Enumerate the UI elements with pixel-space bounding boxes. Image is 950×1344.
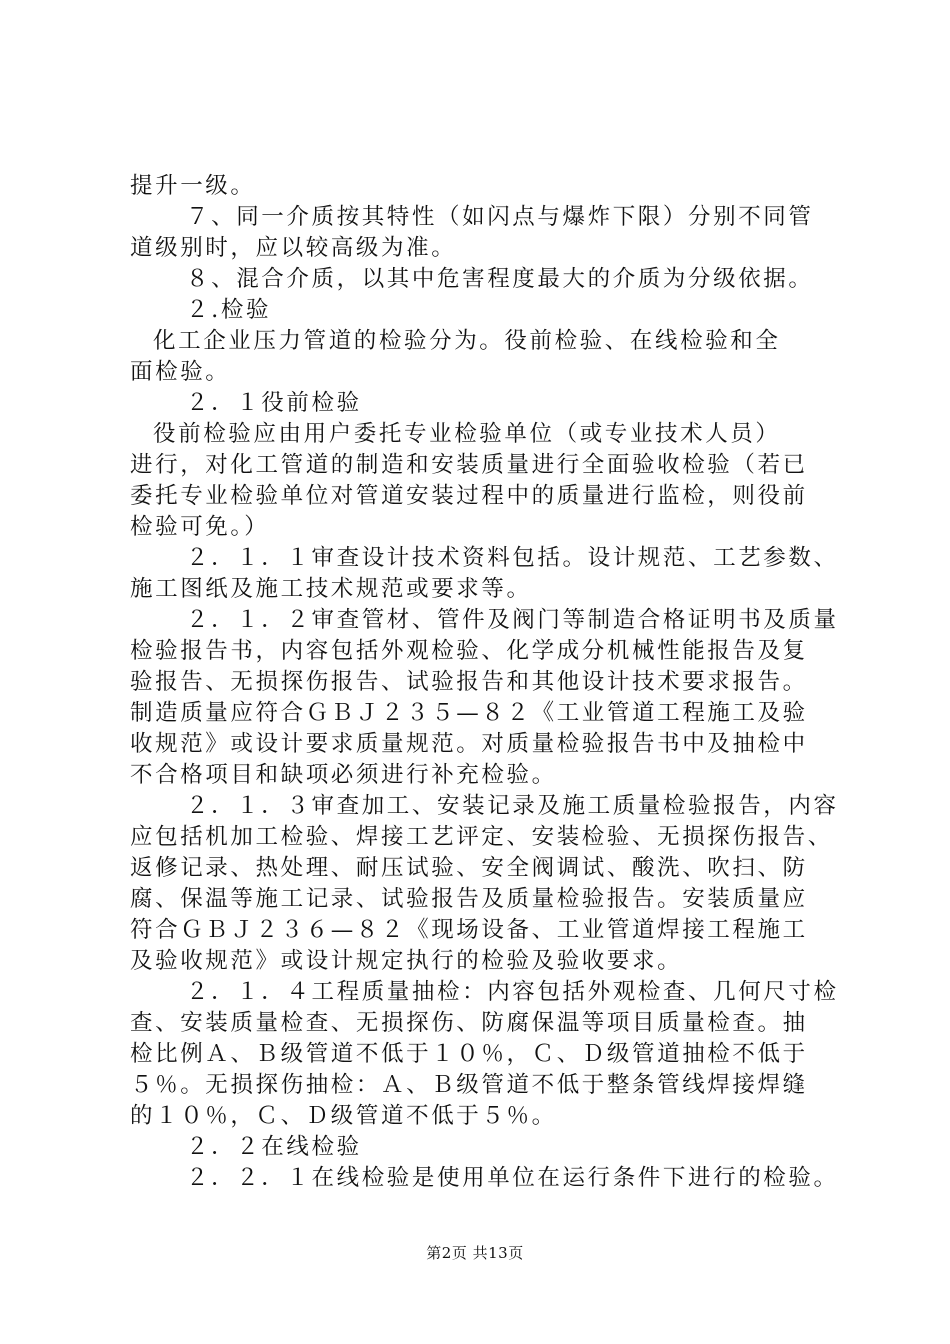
text-line: 收规范》或设计要求质量规范。对质量检验报告书中及抽检中 <box>130 731 808 757</box>
document-body <box>130 171 839 1194</box>
text-line: 施工图纸及施工技术规范或要求等。 <box>130 576 532 602</box>
text-line: ２．１．１审查设计技术资料包括。设计规范、工艺参数、 <box>186 545 839 571</box>
text-line: ８、混合介质，以其中危害程度最大的介质为分级依据。 <box>186 266 814 292</box>
text-line: ２．１．２审查管材、管件及阀门等制造合格证明书及质量 <box>186 607 839 633</box>
text-line: 进行，对化工管道的制造和安装质量进行全面验收检验（若已 <box>130 452 808 478</box>
text-line: ２．１．３审查加工、安装记录及施工质量检验报告，内容 <box>186 793 839 819</box>
section-heading: ２.检验 <box>186 297 272 323</box>
section-heading: ２．１役前检验 <box>186 390 362 416</box>
text-line: 提升一级。 <box>130 173 256 199</box>
text-line: 道级别时，应以较高级为准。 <box>130 235 457 261</box>
text-line: ７、同一介质按其特性（如闪点与爆炸下限）分别不同管 <box>186 204 814 230</box>
text-line: 验报告、无损探伤报告、试验报告和其他设计技术要求报告。 <box>130 669 808 695</box>
text-line: 役前检验应由用户委托专业检验单位（或专业技术人员） <box>153 421 781 447</box>
text-line: 检验可免。） <box>130 514 270 540</box>
section-heading: ２．２在线检验 <box>186 1134 362 1160</box>
text-line: 不合格项目和缺项必须进行补充检验。 <box>130 762 557 788</box>
text-line: 面检验。 <box>130 359 231 385</box>
page-number-footer: 第2页 共13页 <box>426 1244 524 1262</box>
text-line: ５％。无损探伤抽检：Ａ、Ｂ级管道不低于整条管线焊接焊缝 <box>130 1072 808 1098</box>
text-line: 检比例Ａ、Ｂ级管道不低于１０％，Ｃ、Ｄ级管道抽检不低于 <box>130 1041 808 1067</box>
text-line: 符合ＧＢＪ２３６—８２《现场设备、工业管道焊接工程施工 <box>130 917 808 943</box>
text-line: 返修记录、热处理、耐压试验、安全阀调试、酸洗、吹扫、防 <box>130 855 808 881</box>
text-line: 腐、保温等施工记录、试验报告及质量检验报告。安装质量应 <box>130 886 808 912</box>
text-line: 委托专业检验单位对管道安装过程中的质量进行监检，则役前 <box>130 483 808 509</box>
text-line: 化工企业压力管道的检验分为。役前检验、在线检验和全 <box>153 328 781 354</box>
text-line: 应包括机加工检验、焊接工艺评定、安装检验、无损探伤报告、 <box>130 824 833 850</box>
text-line: ２．２．１在线检验是使用单位在运行条件下进行的检验。 <box>186 1165 839 1191</box>
text-line: ２．１．４工程质量抽检：内容包括外观检查、几何尺寸检 <box>186 979 839 1005</box>
text-line: 及验收规范》或设计规定执行的检验及验收要求。 <box>130 948 683 974</box>
text-line: 检验报告书，内容包括外观检验、化学成分机械性能报告及复 <box>130 638 808 664</box>
text-line: 查、安装质量检查、无损探伤、防腐保温等项目质量检查。抽 <box>130 1010 808 1036</box>
text-line: 制造质量应符合ＧＢＪ２３５—８２《工业管道工程施工及验 <box>130 700 808 726</box>
text-line: 的１０％，Ｃ、Ｄ级管道不低于５％。 <box>130 1103 557 1129</box>
